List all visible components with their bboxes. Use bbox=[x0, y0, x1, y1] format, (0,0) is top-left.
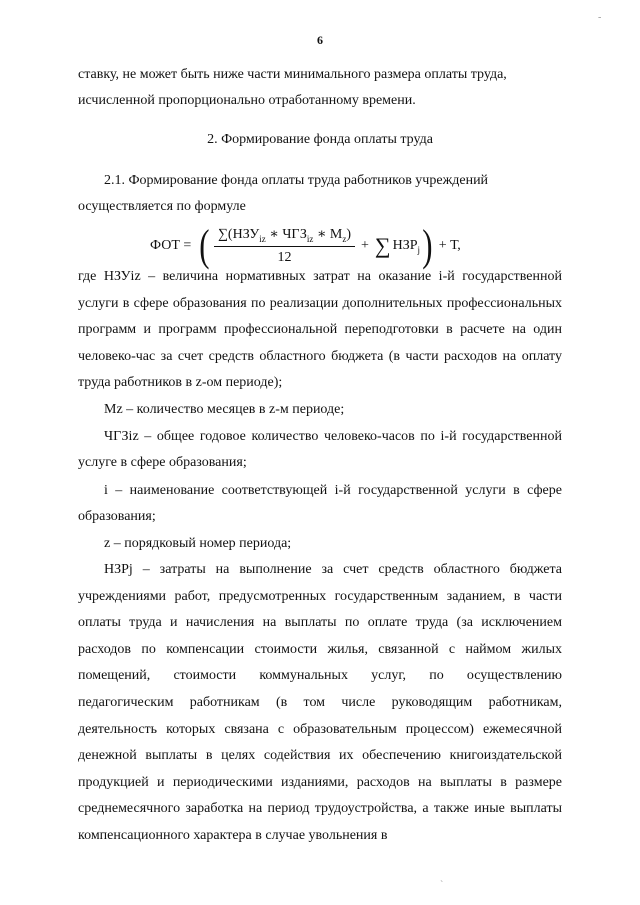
definition-nzr: НЗРj – затраты на выполнение за счет средств областного бюджета учреждениями работ, предусмотренных государственным заданием, в части оплаты труда и начисления на выплаты по оплате труда (за исключением расходов по компенсации стоимости жилья, связанной с наймом жилых помещений, стоимости коммунальных услуг, по осуществлению педагогическим работникам (в том числе руководящим работникам, деятельность которых связана с образовательным процессом) ежемесячной денежной выплаты в целях содействия их обеспечению книгоиздательской продукцией и периодическими изданиями, расходов на выплаты в размере среднемесячного заработка на период трудоустройства, а также иные выплаты компенсационного характера в случае увольнения в bbox=[78, 562, 562, 843]
intro-line-1: ставку, не может быть ниже части минимального размера оплаты труда, bbox=[78, 67, 507, 82]
subsection-line-2: осуществляется по формуле bbox=[78, 199, 246, 214]
formula-plus: + bbox=[361, 238, 369, 253]
section-heading: 2. Формирование фонда оплаты труда bbox=[207, 132, 433, 147]
sum-sign: ∑ bbox=[374, 233, 391, 258]
page-number: 6 bbox=[317, 33, 323, 47]
subsection-line-1: 2.1. Формирование фонда оплаты труда работников учреждений bbox=[104, 173, 489, 188]
formula-nzr: $НЗР_j$ bbox=[392, 237, 421, 255]
right-paren: ) bbox=[422, 221, 433, 270]
formula-tail: + Т, bbox=[438, 238, 461, 253]
definition-z: z – порядковый номер периода; bbox=[104, 536, 292, 551]
scan-mark: ` bbox=[440, 880, 444, 891]
definition-nzu: где НЗУiz – величина нормативных затрат на оказание i-й государственной услуги в сфере образования по реализации дополнительных профессиональных программ и программ профессиональной переподготовки в расчете на один человеко-час за счет средств областного бюджета (в части расходов на оплату труда работников в z-ом периоде); bbox=[78, 269, 562, 390]
fraction-numerator: $\sum(НЗУ_{iz}$ ∗ $ЧГЗ_{iz}$ ∗ $M_z$) bbox=[214, 226, 355, 248]
formula-lhs: ФОТ = bbox=[150, 238, 192, 253]
left-paren: ( bbox=[199, 221, 210, 270]
fraction-denominator: 12 bbox=[277, 250, 292, 266]
definition-i: i – наименование соответствующей i-й государственной услуги в сфере образования; bbox=[78, 483, 562, 524]
intro-line-2: исчисленной пропорционально отработанному времени. bbox=[78, 93, 416, 108]
formula-fraction bbox=[214, 226, 355, 267]
definition-mz: Mz – количество месяцев в z-м периоде; bbox=[104, 402, 345, 417]
scan-mark: - bbox=[598, 12, 602, 23]
definition-chgz: ЧГЗiz – общее годовое количество человеко-часов по i-й государственной услуге в сфере образования; bbox=[78, 429, 562, 470]
